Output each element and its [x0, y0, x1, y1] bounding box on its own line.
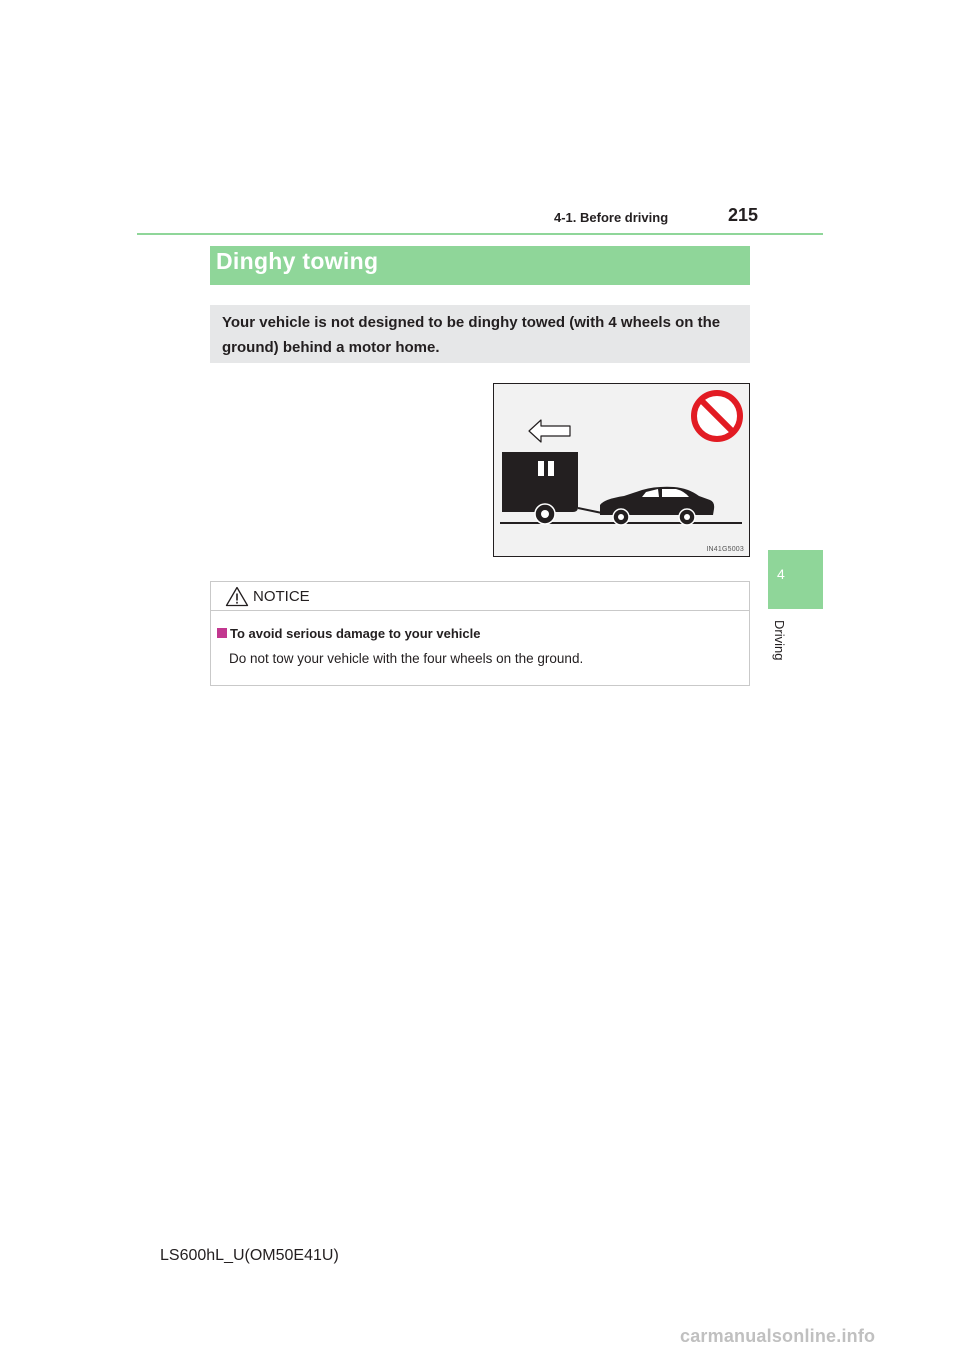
footer-model-code: LS600hL_U(OM50E41U)	[160, 1247, 339, 1264]
warning-triangle-icon	[225, 586, 249, 607]
bullet-square-icon	[217, 628, 227, 638]
notice-box	[210, 581, 750, 686]
prohibition-icon	[694, 393, 740, 439]
notice-heading-text: To avoid serious damage to your vehicle	[230, 626, 481, 641]
intro-text: Your vehicle is not designed to be dinghy towed (with 4 wheels on the ground) behind a motor home.	[222, 314, 721, 356]
notice-item-heading	[217, 626, 480, 641]
footer-watermark: carmanualsonline.info	[680, 1326, 876, 1346]
notice-title: NOTICE	[253, 588, 310, 605]
chapter-label: Driving	[772, 620, 787, 661]
chapter-number: 4	[777, 566, 785, 582]
chapter-tab	[768, 550, 823, 609]
header-divider	[137, 233, 823, 235]
header-section-title: 4-1. Before driving	[554, 210, 669, 225]
intro-box	[210, 305, 750, 363]
notice-body: Do not tow your vehicle with the four wheels on the ground.	[229, 651, 584, 666]
trailer-icon	[502, 452, 602, 524]
section-title: Dinghy towing	[216, 248, 379, 274]
page-number: 215	[728, 205, 759, 225]
section-title-bar	[210, 246, 750, 285]
car-icon	[600, 487, 714, 525]
notice-header	[211, 582, 749, 611]
towing-illustration	[493, 383, 750, 557]
illustration-graphic	[494, 384, 749, 556]
illustration-code: IN41G5003	[706, 546, 744, 553]
arrow-left-icon	[529, 420, 570, 442]
